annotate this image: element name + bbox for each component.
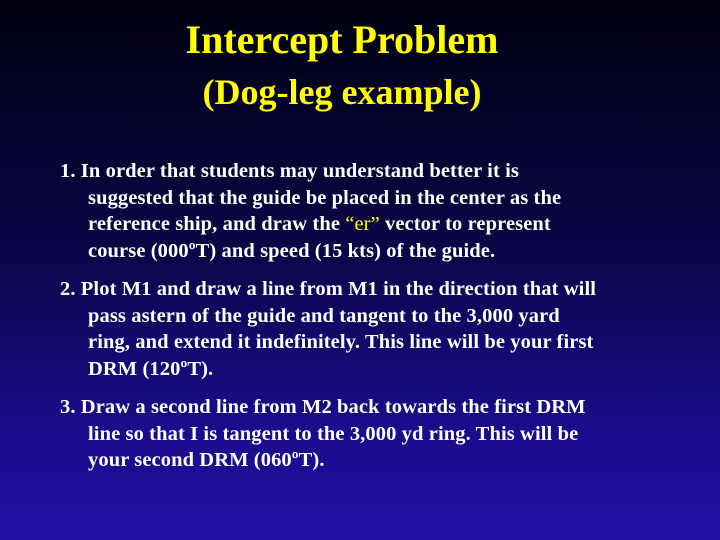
list-item-3-line-3: your second DRM (060ºT).	[88, 449, 325, 471]
list-item-1-line-4: course (000ºT) and speed (15 kts) of the guide.	[88, 239, 496, 262]
list-item-1-line-1: 1. In order that students may understand better it is	[60, 160, 519, 182]
er-vector-label: “er”	[345, 213, 380, 235]
list-item-3-line-1: 3. Draw a second line from M2 back towards the first DRM	[60, 396, 586, 418]
list-item-2	[60, 276, 700, 382]
slide-subtitle: (Dog-leg example)	[202, 72, 482, 112]
list-item-3	[60, 394, 700, 474]
list-item-1-line-3-end: vector to represent	[379, 213, 551, 235]
list-item-2-line-3: ring, and extend it indefinitely. This line will be your first	[88, 331, 594, 353]
list-item-1-line-3	[60, 211, 700, 238]
list-item-1-line-3-start: reference ship, and draw the	[88, 213, 346, 235]
list-item-3-line-2: line so that I is tangent to the 3,000 yd ring. This will be	[88, 422, 579, 445]
list-item-1	[60, 158, 700, 264]
list-item-2-line-4: DRM (120ºT).	[88, 357, 214, 380]
list-item-2-line-2: pass astern of the guide and tangent to the 3,000 yard	[88, 304, 560, 327]
slide-title: Intercept Problem	[185, 17, 499, 62]
list-item-2-line-1: 2. Plot M1 and draw a line from M1 in the direction that will	[60, 278, 597, 300]
list-item-1-line-2: suggested that the guide be placed in the center as the	[88, 186, 562, 209]
slide-body	[60, 158, 700, 486]
